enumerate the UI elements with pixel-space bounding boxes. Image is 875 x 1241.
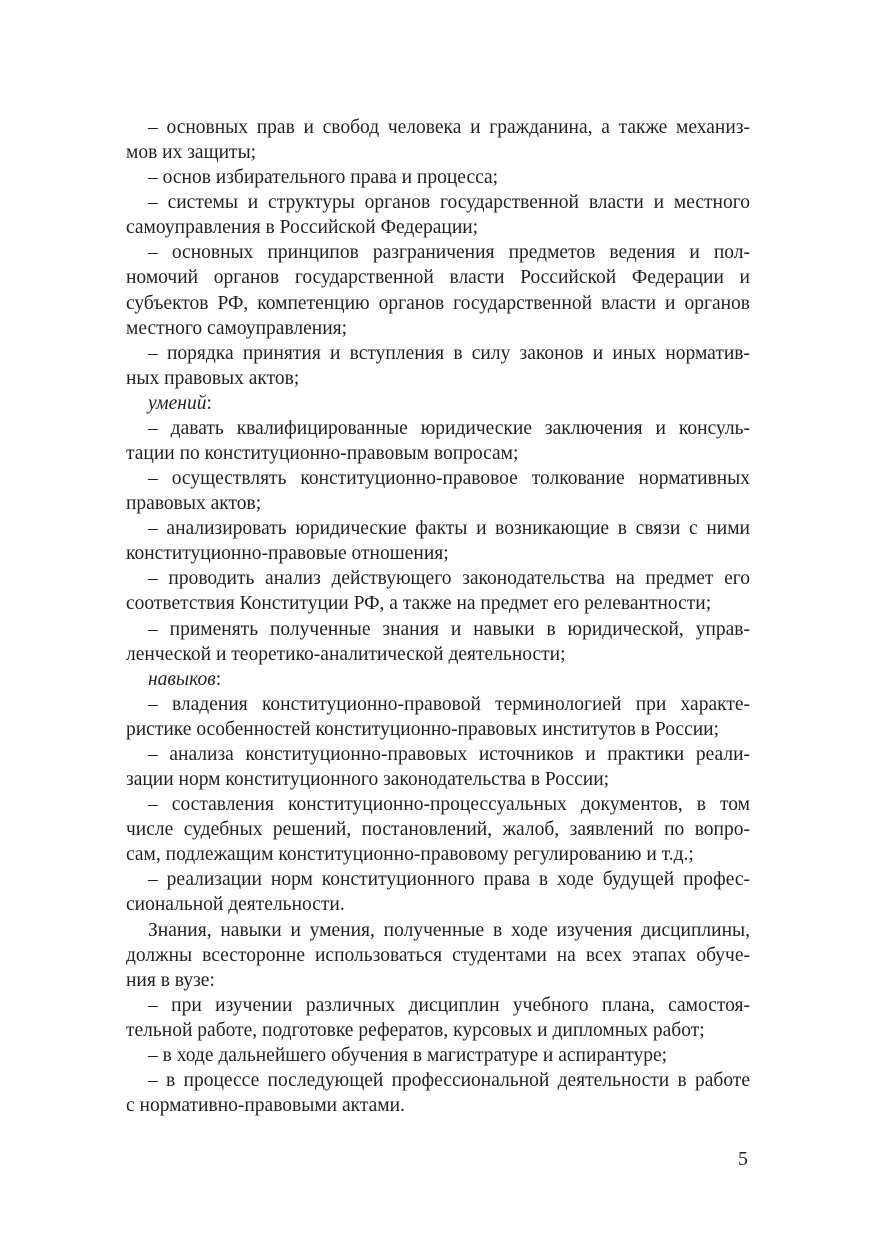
section-heading bbox=[126, 667, 750, 692]
text-line bbox=[126, 918, 750, 943]
line-text: – применять полученные знания и навыки в юридической, управ- bbox=[148, 618, 750, 640]
line-text: должны всесторонне использоваться студентами на всех этапах обуче- bbox=[126, 944, 750, 966]
line-text: – реализации норм конституционного права в ходе будущей профес- bbox=[148, 869, 750, 891]
text-line bbox=[126, 943, 750, 968]
text-line bbox=[126, 291, 750, 316]
text-line bbox=[126, 968, 750, 993]
line-text: мов их защиты; bbox=[126, 142, 257, 164]
line-text: сиональной деятельности. bbox=[126, 894, 345, 916]
line-text: тации по конституционно-правовым вопросам; bbox=[126, 443, 519, 465]
line-text: – анализировать юридические факты и возникающие в связи с ними bbox=[148, 518, 750, 540]
text-line bbox=[126, 1068, 750, 1093]
text-line bbox=[126, 642, 750, 667]
line-text: Знания, навыки и умения, полученные в ходе изучения дисциплины, bbox=[148, 919, 750, 941]
line-text: – давать квалифицированные юридические заключения и консуль- bbox=[148, 417, 750, 439]
text-line bbox=[126, 341, 750, 366]
line-text: правовых актов; bbox=[126, 493, 262, 515]
text-line bbox=[126, 892, 750, 917]
line-text: – основ избирательного права и процесса; bbox=[148, 167, 499, 189]
section-heading-label: умений bbox=[148, 392, 207, 414]
line-text: : bbox=[206, 392, 212, 414]
text-line bbox=[126, 541, 750, 566]
text-line bbox=[126, 215, 750, 240]
text-line bbox=[126, 441, 750, 466]
line-text: – системы и структуры органов государственной власти и местного bbox=[148, 192, 750, 214]
page-number: 5 bbox=[738, 1148, 748, 1170]
text-line bbox=[126, 115, 750, 140]
line-text: ных правовых актов; bbox=[126, 367, 300, 389]
body-text bbox=[126, 115, 750, 1118]
line-text: ния в вузе: bbox=[126, 969, 215, 991]
text-line bbox=[126, 817, 750, 842]
line-text: – осуществлять конституционно-правовое толкование нормативных bbox=[148, 468, 750, 490]
line-text: – основных принципов разграничения предметов ведения и пол- bbox=[148, 242, 750, 264]
text-line bbox=[126, 316, 750, 341]
line-text: – основных прав и свобод человека и гражданина, а также механиз- bbox=[148, 117, 750, 138]
text-line bbox=[126, 993, 750, 1018]
line-text: – владения конституционно-правовой терминологией при характе- bbox=[148, 693, 750, 715]
text-line bbox=[126, 742, 750, 767]
line-text: – при изучении различных дисциплин учебного плана, самостоя- bbox=[148, 994, 750, 1016]
text-line bbox=[126, 466, 750, 491]
line-text: соответствия Конституции РФ, а также на предмет его релевантности; bbox=[126, 593, 712, 615]
text-line bbox=[126, 165, 750, 190]
text-line bbox=[126, 792, 750, 817]
line-text: сам, подлежащим конституционно-правовому регулированию и т.д.; bbox=[126, 844, 694, 866]
section-heading-label: навыков bbox=[148, 668, 216, 690]
text-line bbox=[126, 617, 750, 642]
line-text: номочий органов государственной власти Российской Федерации и bbox=[126, 267, 750, 289]
line-text: самоуправления в Российской Федерации; bbox=[126, 217, 479, 239]
line-text: : bbox=[215, 668, 222, 690]
line-text: – в процессе последующей профессиональной деятельности в работе bbox=[148, 1069, 750, 1091]
text-line bbox=[126, 591, 750, 616]
line-text: – анализа конституционно-правовых источников и практики реали- bbox=[148, 743, 750, 765]
text-line bbox=[126, 767, 750, 792]
line-text: – составления конституционно-процессуальных документов, в том bbox=[148, 794, 750, 816]
text-line bbox=[126, 692, 750, 717]
line-text: – в ходе дальнейшего обучения в магистратуре и аспирантуре; bbox=[148, 1044, 668, 1066]
text-line bbox=[126, 1043, 750, 1068]
line-text: ристике особенностей конституционно-правовых институтов в России; bbox=[126, 718, 720, 740]
text-line bbox=[126, 140, 750, 165]
line-text: – порядка принятия и вступления в силу законов и иных норматив- bbox=[148, 342, 750, 364]
text-line bbox=[126, 1093, 750, 1118]
line-text: субъектов РФ, компетенцию органов государственной власти и органов bbox=[126, 292, 750, 314]
line-text: с нормативно-правовыми актами. bbox=[126, 1095, 405, 1117]
text-line bbox=[126, 416, 750, 441]
line-text: конституционно-правовые отношения; bbox=[126, 543, 449, 565]
line-text: ленческой и теоретико-аналитической деятельности; bbox=[126, 643, 566, 665]
line-text: местного самоуправления; bbox=[126, 317, 348, 339]
line-text: зации норм конституционного законодательства в России; bbox=[126, 769, 610, 791]
text-line bbox=[126, 717, 750, 742]
section-heading bbox=[126, 391, 750, 416]
line-text: – проводить анализ действующего законодательства на предмет его bbox=[148, 568, 750, 590]
text-line bbox=[126, 190, 750, 215]
text-line bbox=[126, 491, 750, 516]
line-text: числе судебных решений, постановлений, жалоб, заявлений по вопро- bbox=[126, 819, 750, 841]
line-text: тельной работе, подготовке рефератов, курсовых и дипломных работ; bbox=[126, 1019, 705, 1041]
text-line bbox=[126, 1018, 750, 1043]
text-line bbox=[126, 867, 750, 892]
text-line bbox=[126, 842, 750, 867]
text-line bbox=[126, 566, 750, 591]
text-line bbox=[126, 366, 750, 391]
text-line bbox=[126, 240, 750, 265]
text-line bbox=[126, 265, 750, 290]
text-line bbox=[126, 516, 750, 541]
